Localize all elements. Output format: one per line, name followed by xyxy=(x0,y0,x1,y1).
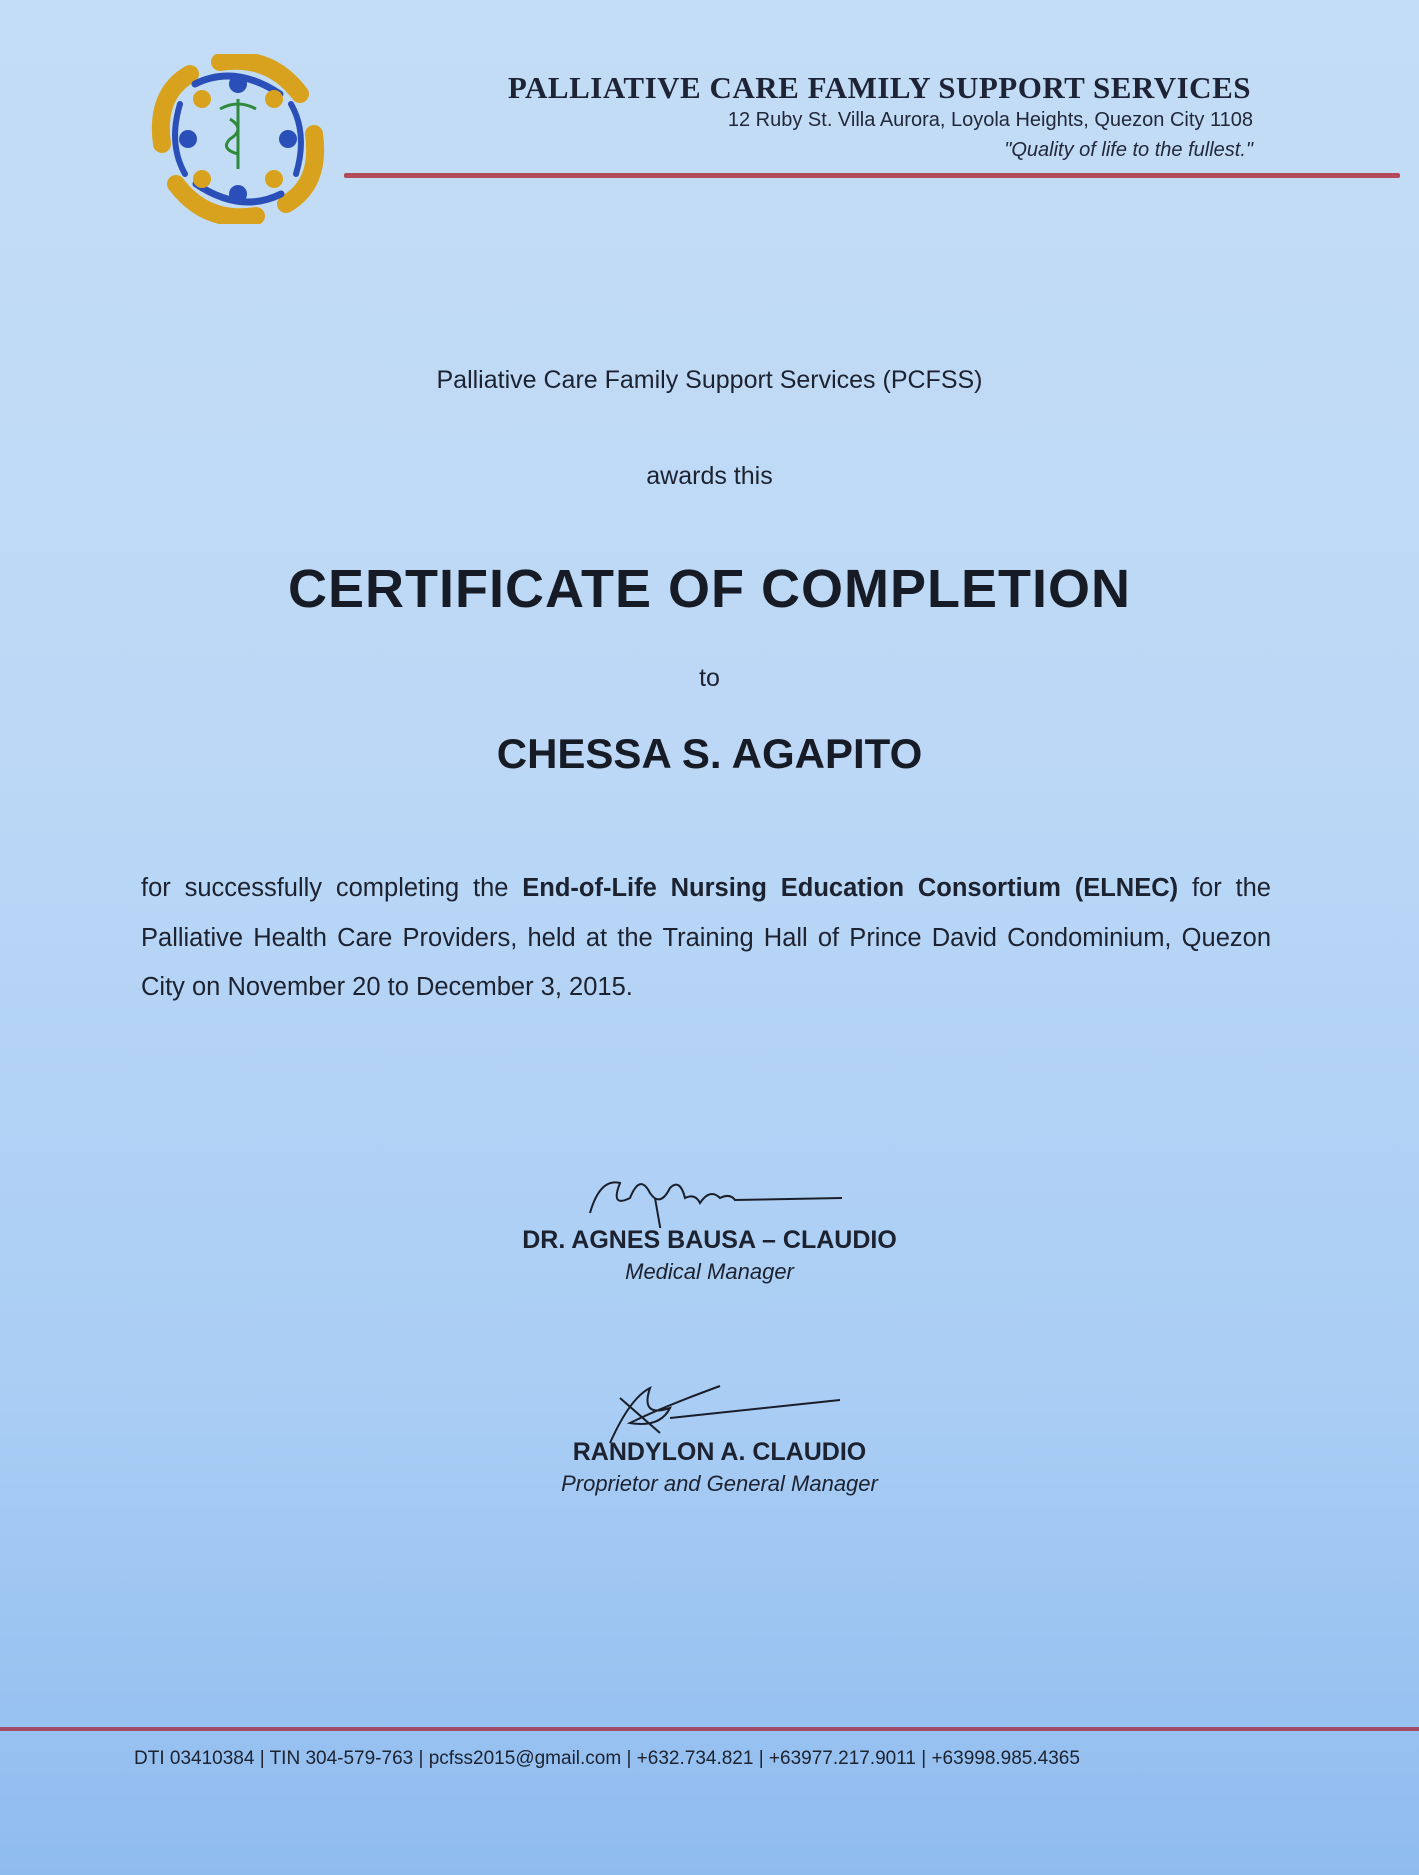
signatory-2 xyxy=(0,1438,1419,1497)
certificate-title: CERTIFICATE OF COMPLETION xyxy=(288,559,1131,619)
organization-logo xyxy=(150,54,326,224)
signatory-1 xyxy=(0,1226,1419,1285)
awards-line: awards this xyxy=(646,462,773,490)
header-divider xyxy=(344,173,1400,178)
signatory-title: Proprietor and General Manager xyxy=(561,1471,878,1496)
signatory-name: RANDYLON A. CLAUDIO xyxy=(572,1438,867,1466)
recipient-name: CHESSA S. AGAPITO xyxy=(496,730,923,777)
organization-address: 12 Ruby St. Villa Aurora, Loyola Heights, Quezon City 1108 xyxy=(727,109,1253,131)
organization-name: PALLIATIVE CARE FAMILY SUPPORT SERVICES xyxy=(507,70,1251,105)
body-suffix: for the Palliative Health Care Providers, held at the Training Hall of Prince David Condominium, Quezon City on November 20 to December 3, 2015. xyxy=(141,874,1271,1001)
organization-tagline: "Quality of life to the fullest." xyxy=(1004,139,1253,161)
footer-contact-info: DTI 03410384 | TIN 304-579-763 | pcfss2015@gmail.com | +632.734.821 | +63977.217.9011 | +63998.985.4365 xyxy=(134,1748,1080,1769)
body-prefix: for successfully completing the xyxy=(141,874,523,902)
course-name: End-of-Life Nursing Education Consortium (ELNEC) xyxy=(522,874,1179,902)
footer-divider xyxy=(0,1727,1419,1731)
issuer-line: Palliative Care Family Support Services (PCFSS) xyxy=(436,366,983,394)
to-line: to xyxy=(699,664,720,692)
signatory-name: DR. AGNES BAUSA – CLAUDIO xyxy=(522,1226,897,1254)
signatory-title: Medical Manager xyxy=(625,1259,794,1284)
signature-1 xyxy=(570,1168,850,1228)
certificate-body xyxy=(141,864,1271,1013)
